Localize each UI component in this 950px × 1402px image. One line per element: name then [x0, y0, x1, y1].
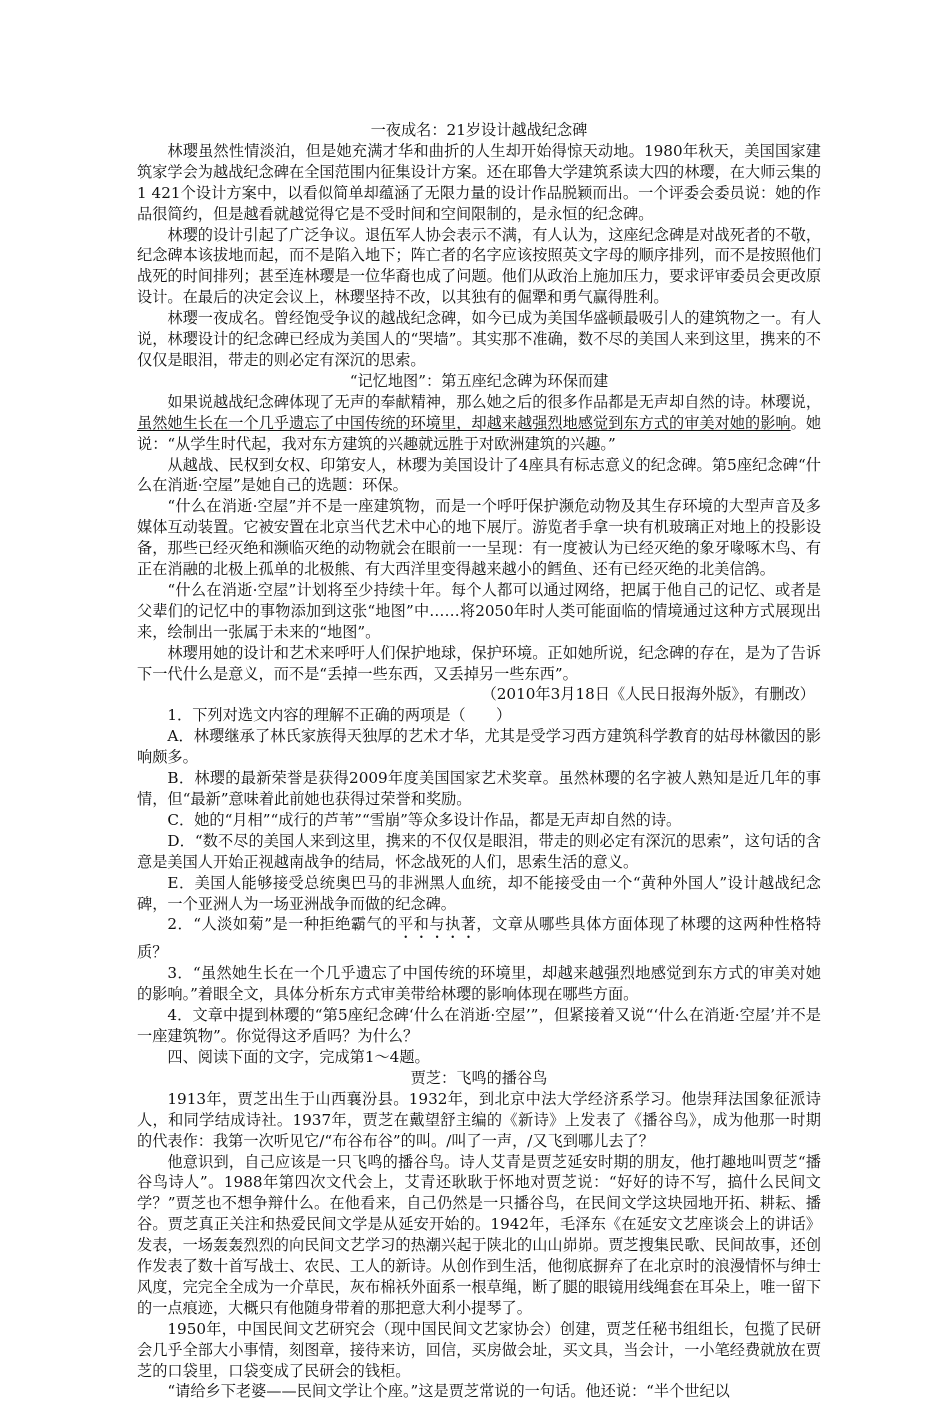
option-c: C．她的“月相”“成行的芦苇”“雪崩”等众多设计作品，都是无声却自然的诗。 — [167, 810, 682, 829]
article-2-paragraph-5: 林璎用她的设计和艺术来呼吁人们保护地球，保护环境。正如她所说，纪念碑的存在，是为了告诉下一代什么是意义，而不是“丢掉一些东西，又丢掉另一些东西”。 — [137, 643, 821, 683]
question-4: 4．文章中提到林璎的“第5座纪念碑‘什么在消逝·空屋’”，但紧接着又说“‘什么在消逝·空屋’并不是一座建筑物”。你觉得这矛盾吗？为什么？ — [137, 1006, 821, 1046]
paragraph-text: 如果说越战纪念碑体现了无声的奉献精神，那么她之后的很多作品都是无声却自然的诗。林璎说， — [167, 392, 821, 411]
option-a: A．林璎继承了林氏家族得天独厚的艺术才华，尤其是受学习西方建筑科学教育的姑母林徽因的影响颇多。 — [137, 727, 821, 767]
question-3: 3．“虽然她生长在一个几乎遗忘了中国传统的环境里，却越来越强烈地感觉到东方式的审美对她的影响。”着眼全文，具体分析东方式审美带给林璎的影响体现在哪些方面。 — [137, 964, 821, 1004]
article-2-paragraph-4: “什么在消逝·空屋”计划将至少持续十年。每个人都可以通过网络，把属于他自己的记忆、或者是父辈们的记忆中的事物添加到这张“地图”中……将2050年时人类可能面临的情境通过这种方式展现出来，绘制出一张属于未来的“地图”。 — [137, 580, 821, 641]
option-e: E．美国人能够接受总统奥巴马的非洲黑人血统，却不能接受由一个“黄种外国人”设计越战纪念碑，一个亚洲人为一场亚洲战争而做的纪念碑。 — [137, 873, 821, 913]
question-2 — [137, 914, 821, 963]
option-b: B．林璎的最新荣誉是获得2009年度美国国家艺术奖章。虽然林璎的名字被人熟知是近几年的事情，但“最新”意味着此前她也获得过荣誉和奖励。 — [137, 769, 821, 808]
question-text: ，文章从哪些具体方面体现了林璎的这两种性格特质？ — [137, 915, 822, 962]
option-d: D．“数不尽的美国人来到这里，携来的不仅仅是眼泪，带走的则必定有深沉的思索”，这句话的含意是美国人开始正视越南战争的结局，怀念战死的人们，思索生活的意义。 — [137, 831, 821, 871]
article-source: （2010年3月18日《人民日报海外版》，有删改） — [481, 685, 815, 704]
question-text: 2．“人淡如菊”是一种拒绝霸气的 — [167, 915, 398, 934]
article-1-paragraph-2: 林璎的设计引起了广泛争议。退伍军人协会表示不满，有人认为，这座纪念碑是对战死者的不敬，纪念碑本该拔地而起，而不是陷入地下；阵亡者的名字应该按照英文字母的顺序排列，而不是按照他们战死的时间排列；甚至连林璎是一位华裔也成了问题。他们从政治上施加压力，要求评审委员会更改原设计。在最后的决定会议上，林璎坚持不改，以其独有的倔犟和勇气赢得胜利。 — [137, 225, 821, 307]
article-1-paragraph-3: 林璎一夜成名。曾经饱受争议的越战纪念碑，如今已成为美国华盛顿最吸引人的建筑物之一。有人说，林璎设计的纪念碑已经成为美国人的“哭墙”。其实那不准确，数不尽的美国人来到这里，携来的不仅仅是眼泪，带走的则必定有深沉的思索。 — [137, 309, 821, 369]
article-3-paragraph-2: 他意识到，自己应该是一只飞鸣的播谷鸟。诗人艾青是贾芝延安时期的朋友，他打趣地叫贾芝“播谷鸟诗人”。1988年第四次文代会上，艾青还耿耿于怀地对贾芝说：“好好的诗不写，搞什么民间文学？”贾芝也不想争辩什么。在他看来，自己仍然是一只播谷鸟，在民间文学这块园地开拓、耕耘、播谷。贾芝真正关注和热爱民间文学是从延安开始的。1942年，毛泽东《在延安文艺座谈会上的讲话》发表，一场轰轰烈烈的向民间文艺学习的热潮兴起于陕北的山山峁峁。贾芝搜集民歌、民间故事，还创作发表了数十首写战士、农民、工人的新诗。从创作到生活，他彻底摒弃了在北京时的浪漫情怀与绅士风度，完完全全成为一介草民，灰布棉袄外面系一根草绳，断了腿的眼镜用线绳套在耳朵上，唯一留下的一点痕迹，大概只有他随身带着的那把意大利小提琴了。 — [137, 1152, 821, 1317]
document-page — [137, 120, 821, 1402]
question-1: 1．下列对选文内容的理解不正确的两项是（ ） — [167, 706, 512, 725]
article-3-paragraph-1: 1913年，贾芝出生于山西襄汾县。1932年，到北京中法大学经济系学习。他崇拜法国象征派诗人，和同学结成诗社。1937年，贾芝在戴望舒主编的《新诗》上发表了《播谷鸟》，成为他那一时期的代表作：我第一次听见它/“布谷布谷”的叫。/叫了一声，/又飞到哪儿去了？ — [137, 1089, 821, 1150]
article-1-paragraph-1: 林璎虽然性情淡泊，但是她充满才华和曲折的人生却开始得惊天动地。1980年秋天，美国国家建筑家学会为越战纪念碑在全国范围内征集设计方案。还在耶鲁大学建筑系读大四的林璎，在大师云集的1 421个设计方案中，以看似简单却蕴涵了无限力量的设计作品脱颖而出。一个评委会委员说：她的作品很简约，但是越看就越觉得它是不受时间和空间限制的，是永恒的纪念碑。 — [137, 141, 821, 223]
article-3-paragraph-3: 1950年，中国民间文艺研究会（现中国民间文艺家协会）创建，贾芝任秘书组组长，包揽了民研会几乎全部大小事情，刻图章，接待来访，回信，买房做会址，买文具，当会计，一小笔经费就放在贾芝的口袋里，口袋变成了民研会的钱柜。 — [137, 1319, 821, 1380]
article-1-title: 一夜成名：21岁设计越战纪念碑 — [370, 121, 588, 139]
section-4-heading: 四、阅读下面的文字，完成第1～4题。 — [167, 1047, 430, 1066]
article-2-paragraph-1 — [137, 392, 821, 455]
article-2-paragraph-3: “什么在消逝·空屋”并不是一座建筑物，而是一个呼吁保护濒危动物及其生存环境的大型声音及多媒体互动装置。它被安置在北京当代艺术中心的地下展厅。游览者手拿一块有机玻璃正对地上的投影设备，那些已经灭绝和濒临灭绝的动物就会在眼前一一呈现：有一度被认为已经灭绝的象牙喙啄木鸟、有正在消融的北极上孤单的北极熊、有大西洋里变得越来越小的鳕鱼、还有已经灭绝的北美信鸽。 — [137, 497, 821, 579]
underlined-quote: 虽然她生长在一个几乎遗忘了中国传统的环境里，却越来越强烈地感觉到东方式的审美对她的影响 — [137, 413, 791, 432]
article-3-title: 贾芝：飞鸣的播谷鸟 — [410, 1068, 548, 1087]
article-3-paragraph-4: “请给乡下老婆——民间文学让个座。”这是贾芝常说的一句话。他还说：“半个世纪以 — [167, 1382, 730, 1401]
article-2-paragraph-2: 从越战、民权到女权、印第安人，林璎为美国设计了4座具有标志意义的纪念碑。第5座纪念碑“什么在消逝·空屋”是她自己的选题：环保。 — [137, 455, 821, 495]
emphasis-dots: 平和与执著 — [397, 915, 477, 934]
article-2-title: “记忆地图”：第五座纪念碑为环保而建 — [349, 371, 609, 390]
paragraph-text: 。她说：“从学生时代起，我对东方建筑的兴趣就远胜于对欧洲建筑的兴趣。” — [137, 413, 822, 453]
